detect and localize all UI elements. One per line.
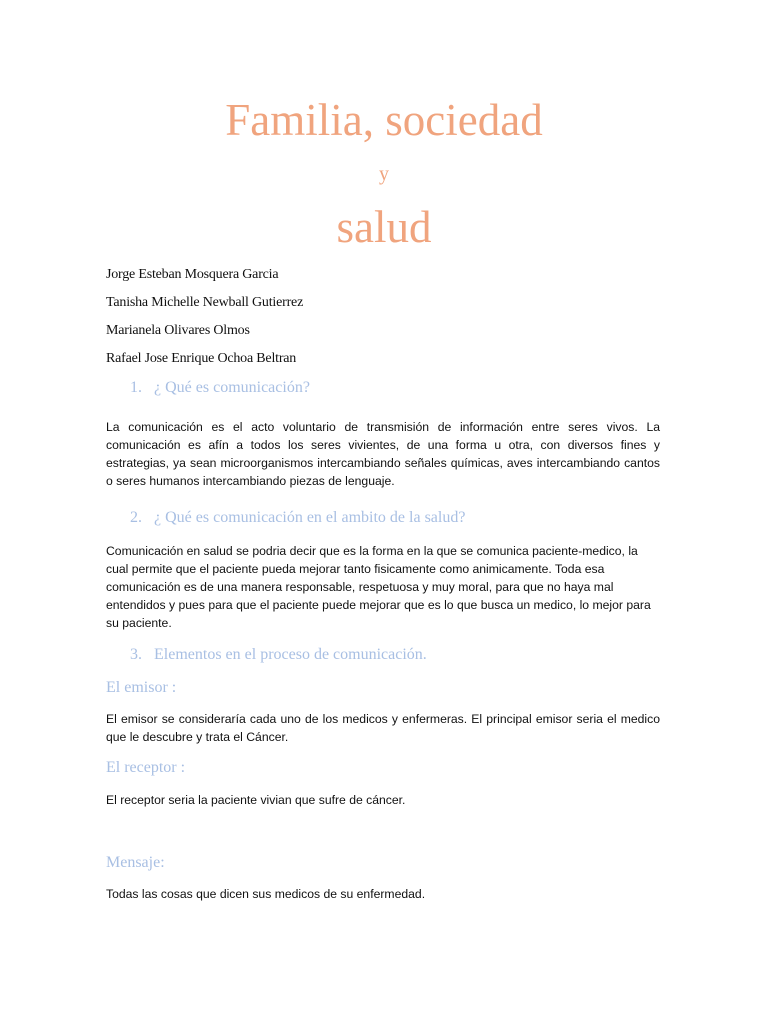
section-heading-text: Elementos en el proceso de comunicación. (154, 646, 427, 663)
section-heading-3 (130, 646, 427, 664)
section-body-2: Comunicación en salud se podria decir que es la forma en la que se comunica paciente-medico, la cual permite que el paciente pueda mejorar tanto fisicamente como animicamente. Toda esa comunicación es de una manera responsable, respetuosa y muy moral, para que no haya mal entendidos y pues para que el paciente puede mejorar que es lo que busca un medico, lo mejor para su paciente. (106, 544, 651, 630)
author-name: Marianela Olivares Olmos (106, 323, 250, 338)
element-heading-emisor: El emisor : (106, 679, 177, 696)
element-body-mensaje: Todas las cosas que dicen sus medicos de su enfermedad. (106, 887, 426, 901)
document-title-line-1: Familia, sociedad (225, 95, 543, 145)
author-name: Jorge Esteban Mosquera Garcia (106, 267, 279, 282)
section-number: 1. (130, 379, 142, 396)
element-body-receptor: El receptor seria la paciente vivian que sufre de cáncer. (106, 793, 406, 807)
section-heading-1 (130, 379, 310, 397)
document-title-line-3: salud (336, 202, 432, 252)
section-heading-text: ¿ Qué es comunicación en el ambito de la salud? (154, 509, 466, 526)
section-number: 2. (130, 509, 142, 526)
document-title-line-2: y (379, 163, 389, 185)
section-number: 3. (130, 646, 142, 663)
element-body-emisor: El emisor se consideraría cada uno de los medicos y enfermeras. El principal emisor seria el medico que le descubre y trata el Cáncer. (106, 712, 660, 744)
section-heading-2 (130, 509, 465, 527)
element-heading-receptor: El receptor : (106, 759, 186, 776)
author-name: Tanisha Michelle Newball Gutierrez (106, 295, 304, 310)
section-heading-text: ¿ Qué es comunicación? (154, 379, 310, 396)
section-body-1: La comunicación es el acto voluntario de transmisión de información entre seres vivos. La comunicación es afín a todos los seres vivientes, de una forma u otra, con diversos fines y estrategias, ya sean microorganismos intercambiando señales químicas, aves intercambiando cantos o seres humanos intercambiando piezas de lenguaje. (106, 420, 660, 488)
element-heading-mensaje: Mensaje: (106, 854, 165, 871)
author-name: Rafael Jose Enrique Ochoa Beltran (106, 351, 297, 366)
